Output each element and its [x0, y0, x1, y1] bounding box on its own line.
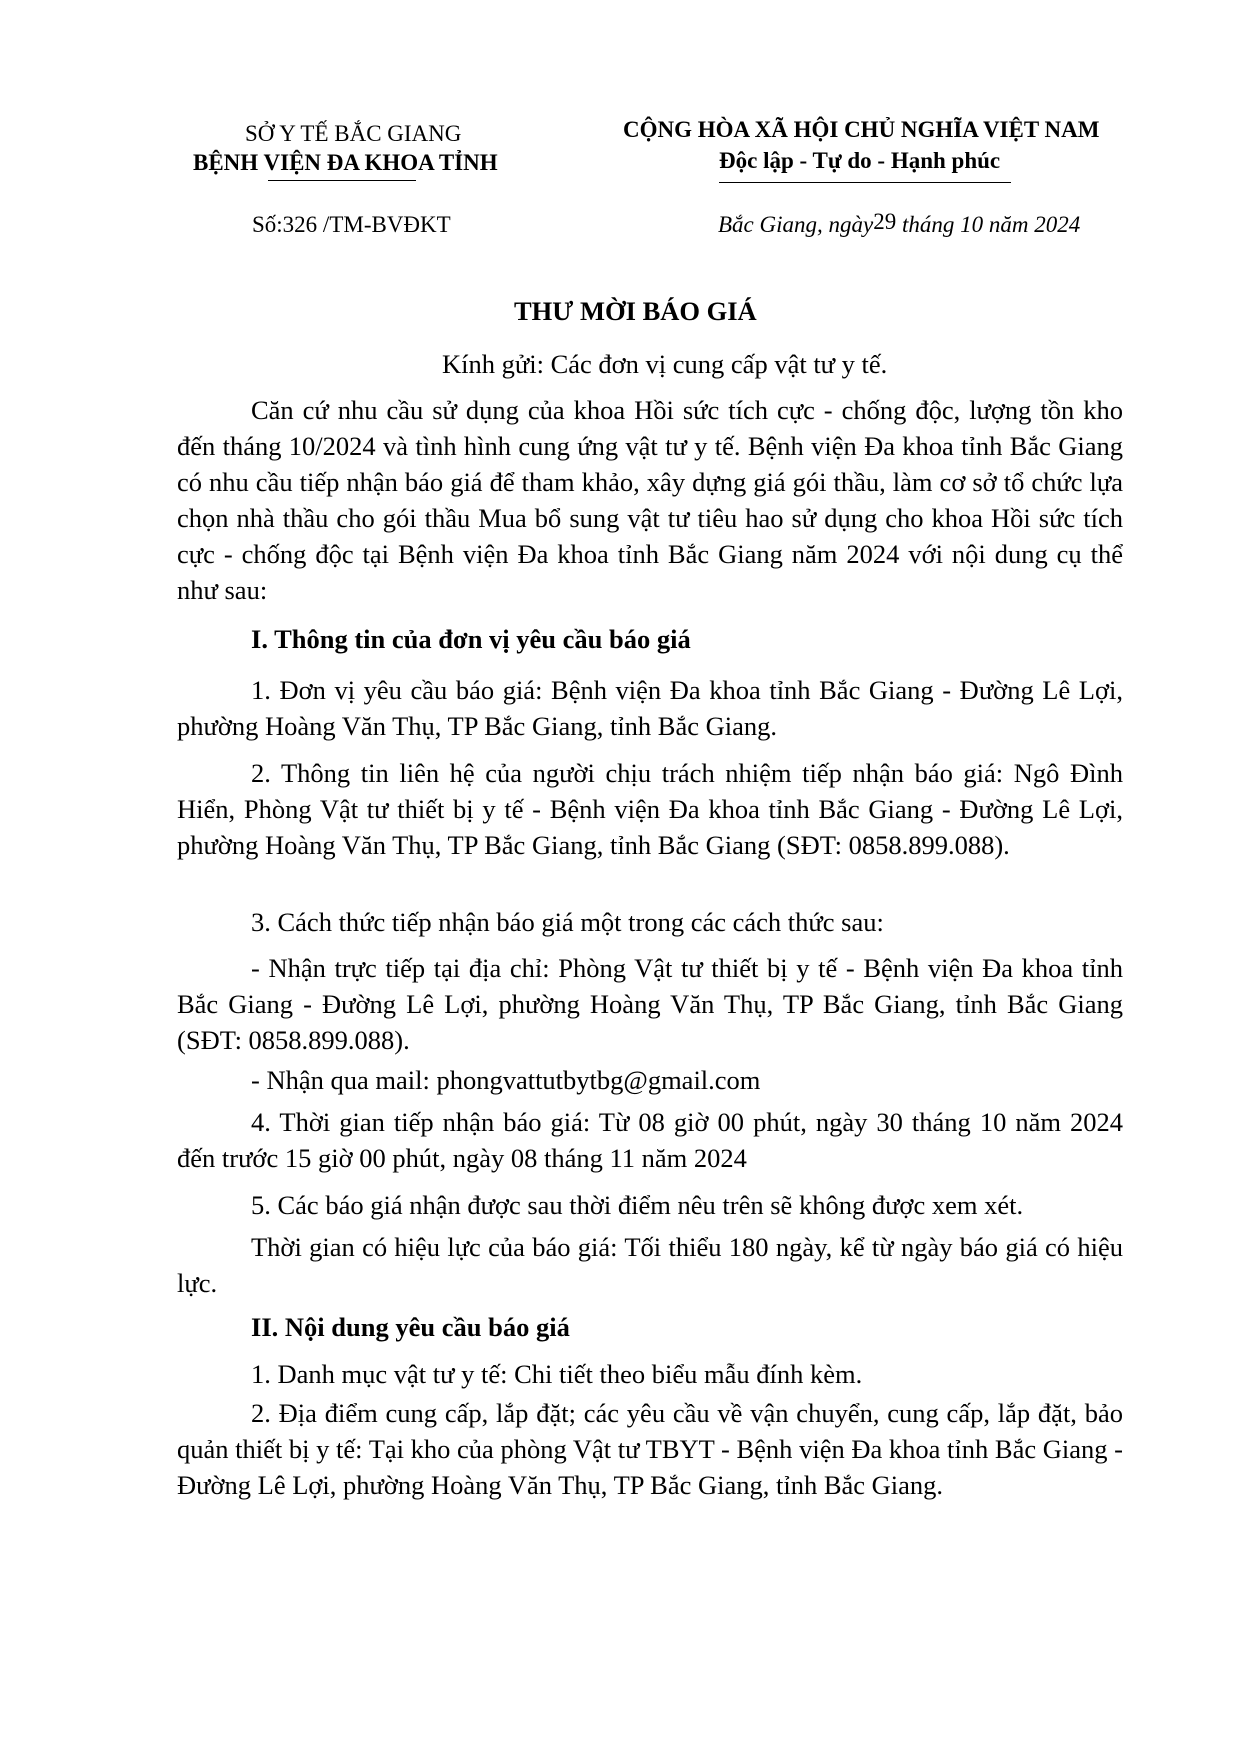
motto-underline [719, 182, 1011, 183]
agency-name: SỞ Y TẾ BẮC GIANG [245, 121, 462, 146]
section-1-item-5: 5. Các báo giá nhận được sau thời điểm nêu trên sẽ không được xem xét. [251, 1190, 1024, 1220]
section-2-item-2: 2. Địa điểm cung cấp, lắp đặt; các yêu cầu về vận chuyển, cung cấp, lắp đặt, bảo quản thiết bị y tế: Tại kho của phòng Vật tư TBYT - Bệnh viện Đa khoa tỉnh Bắc Giang - Đường Lê Lợi, phường Hoàng Văn Thụ, TP Bắc Giang, tỉnh Bắc Giang. [177, 1398, 1123, 1500]
section-1-item-1: 1. Đơn vị yêu cầu báo giá: Bệnh viện Đa khoa tỉnh Bắc Giang - Đường Lê Lợi, phường Hoàng Văn Thụ, TP Bắc Giang, tỉnh Bắc Giang. [177, 675, 1123, 741]
date-place: Bắc Giang, ngày [718, 212, 874, 237]
hospital-underline [268, 180, 416, 181]
document-title: THƯ MỜI BÁO GIÁ [514, 296, 757, 326]
hospital-name: BỆNH VIỆN ĐA KHOA TỈNH [193, 150, 498, 175]
section-1-item-3a: - Nhận trực tiếp tại địa chỉ: Phòng Vật tư thiết bị y tế - Bệnh viện Đa khoa tỉnh Bắc Giang - Đường Lê Lợi, phường Hoàng Văn Thụ, TP Bắc Giang, tỉnh Bắc Giang (SĐT: 0858.899.088). [177, 953, 1123, 1055]
section-1-heading: I. Thông tin của đơn vị yêu cầu báo giá [251, 624, 691, 654]
document-date [718, 209, 1081, 238]
greeting: Kính gửi: Các đơn vị cung cấp vật tư y tế. [442, 349, 888, 379]
section-2-heading: II. Nội dung yêu cầu báo giá [251, 1312, 570, 1342]
intro-paragraph: Căn cứ nhu cầu sử dụng của khoa Hồi sức tích cực - chống độc, lượng tồn kho đến tháng 10/2024 và tình hình cung ứng vật tư y tế. Bệnh viện Đa khoa tỉnh Bắc Giang có nhu cầu tiếp nhận báo giá để tham khảo, xây dựng giá gói thầu, làm cơ sở tổ chức lựa chọn nhà thầu cho gói thầu Mua bổ sung vật tư tiêu hao sử dụng cho khoa Hồi sức tích cực - chống độc tại Bệnh viện Đa khoa tỉnh Bắc Giang năm 2024 với nội dung cụ thể như sau: [177, 395, 1123, 605]
national-motto: Độc lập - Tự do - Hạnh phúc [719, 148, 1001, 173]
section-2-item-1: 1. Danh mục vật tư y tế: Chi tiết theo biểu mẫu đính kèm. [251, 1359, 863, 1389]
section-1-item-4: 4. Thời gian tiếp nhận báo giá: Từ 08 giờ 00 phút, ngày 30 tháng 10 năm 2024 đến trước 15 giờ 00 phút, ngày 08 tháng 11 năm 2024 [177, 1107, 1123, 1173]
email-text: - Nhận qua mail: phongvattutbytbg@gmail.com [251, 1065, 761, 1095]
section-1-item-2: 2. Thông tin liên hệ của người chịu trách nhiệm tiếp nhận báo giá: Ngô Đình Hiển, Phòng Vật tư thiết bị y tế - Bệnh viện Đa khoa tỉnh Bắc Giang - Đường Lê Lợi, phường Hoàng Văn Thụ, TP Bắc Giang, tỉnh Bắc Giang (SĐT: 0858.899.088). [177, 758, 1123, 860]
section-1-item-3b [177, 1062, 1123, 1098]
section-1-item-3: 3. Cách thức tiếp nhận báo giá một trong các cách thức sau: [251, 907, 884, 937]
date-day: 29 [873, 209, 897, 234]
republic-name: CỘNG HÒA XÃ HỘI CHỦ NGHĨA VIỆT NAM [623, 117, 1100, 142]
quote-validity: Thời gian có hiệu lực của báo giá: Tối thiểu 180 ngày, kể từ ngày báo giá có hiệu lực. [177, 1232, 1123, 1298]
document-number: Số:326 /TM-BVĐKT [252, 212, 451, 237]
date-month-year: tháng 10 năm 2024 [896, 212, 1081, 237]
